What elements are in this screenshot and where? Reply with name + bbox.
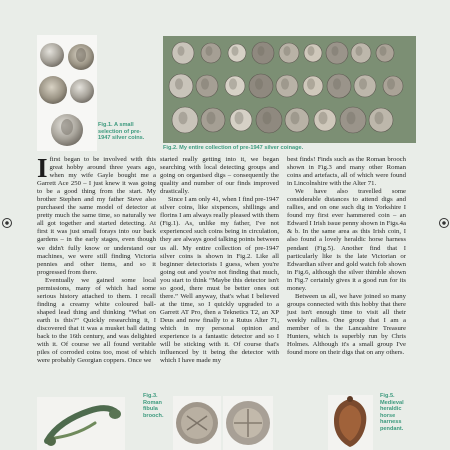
fig4b-photo <box>223 396 273 450</box>
paragraph: Between us all, we have joined so many groups connected with this hobby that there just isn't enough time to visit all their weekly rallies. One group that I am a member of is the Lancashire Treasure Hunters, which is superbly run by Chris Holmes. Although it's a small group I've found more on their digs that on any others. <box>287 292 406 357</box>
coin-detail <box>258 46 265 56</box>
coin-detail <box>333 78 341 89</box>
paragraph: Since I am only 41, when I find pre-1947 silver coins, like sixpences, shillings and florins I am always really pleased with them (Fig.1). As, unlike my father, I've not experienced such coins being in circulation, they are always good talking points between us all. My entire collection of pre-1947 silver coins is shown in Fig.2. Like all beginner detectorists I guess, when you're going out and you're not finding that much, you start to think “Maybe this detector isn't so good, there must be better ones out there.” Well anyway, that's what I believed at the time, so I quickly upgraded to a Garrett AT Pro, then a Teknetics T2, an XP Deus and now finally to a Rutus Alter 71, which in my personal opinion and experience is a fantastic detector and so I will be sticking with it. Of course that's influenced by it being the detector with which I have made my <box>160 196 279 365</box>
article-column-1 <box>37 153 156 365</box>
article-column-3 <box>287 156 406 357</box>
fig2-photo <box>163 36 416 143</box>
coin-detail <box>179 112 188 125</box>
fig4a-photo <box>173 396 221 450</box>
coin-detail <box>307 78 315 89</box>
coin-detail <box>255 78 263 89</box>
coin-detail <box>178 46 185 56</box>
fig3-photo <box>37 397 125 450</box>
coin-detail <box>281 78 289 89</box>
coin-detail <box>206 46 213 56</box>
coin-detail <box>175 78 183 89</box>
coin-detail <box>229 78 237 89</box>
fig1-photo <box>37 35 97 151</box>
coin-detail <box>291 112 300 125</box>
coin-detail <box>375 112 384 125</box>
paragraph: We have also travelled some considerable distances to attend digs and rallies, and on one such dig in Yorkshire I found my first ever hammered coin – an Edward I Irish issue penny shown in Figs.4a & b. In the same area as this Irish coin, I also found a lovely heraldic horse harness pendant (Fig.5). Another find that I particularly like is the late Victorian or Edwardian silver and gold watch fob shown in Fig.6, although the silver thimble shown in Fig.7 certainly gives it a good run for its money. <box>287 188 406 292</box>
fig2-caption: Fig.2. My entire collection of pre-1947 silver coinage. <box>163 145 304 151</box>
coin-detail <box>359 78 367 89</box>
fig3-caption: Fig.3. Roman fibula brooch. <box>143 393 164 419</box>
coin-detail <box>263 112 272 125</box>
paragraph: Eventually we gained some local permissions, many of which had some serious history attached to them. I recall finding a creamy white coloured ball-shaped lead thing and thinking “What on earth is this?” Quickly researching it, I discovered that it was a musket ball dating back to the 16th century, and was delighted with it. Of course we all found veritable piles of corroded coins too, most of which were probably Georgian coppers. Once we <box>37 276 156 365</box>
coin-detail <box>347 112 356 125</box>
registration-mark-left <box>2 218 12 228</box>
fig1-caption: Fig.1. A small selection of pre- 1947 silver coins. <box>98 122 145 142</box>
coin-detail <box>356 46 363 56</box>
coin-detail <box>284 46 291 56</box>
registration-mark-right <box>439 218 449 228</box>
fig5-caption: Fig.5. Medieval heraldic horse harness pendant. <box>380 393 404 432</box>
coin-detail <box>235 112 244 125</box>
drop-cap: I <box>37 153 48 183</box>
coin-detail <box>319 112 328 125</box>
paragraph: best finds! Finds such as the Roman brooch shown in Fig.3 and many other Roman coins and artefacts, all of which were found in Lincolnshire with the Alter 71. <box>287 156 406 188</box>
coin-detail <box>380 46 387 56</box>
paragraph: Ifirst began to be involved with this great hobby around three years ago, when my wife Gayle bought me a Garrett Ace 250 – I just knew it was going to be a good thing from the start. My brother Stephen and my father Steve also purchased the same model of detector at pretty much the same time, so naturally we all got together and started detecting. At first it was just small forays into our back gardens – in the early stages, even though we didn't fully know or understand our machines, we were still finding Victoria pennies and other items, and so it progressed from there. <box>37 153 156 276</box>
fig5-photo <box>328 395 373 450</box>
paragraph: started really getting into it, we began searching with local detecting groups and going on organised digs – consequently the quality and number of our finds improved drastically. <box>160 156 279 196</box>
article-column-2 <box>160 156 279 365</box>
coin-detail <box>232 46 239 56</box>
coin-detail <box>201 78 209 89</box>
coin-detail <box>207 112 216 125</box>
coin-detail <box>308 46 315 56</box>
coin-detail <box>332 46 339 56</box>
coin-detail <box>387 78 395 89</box>
